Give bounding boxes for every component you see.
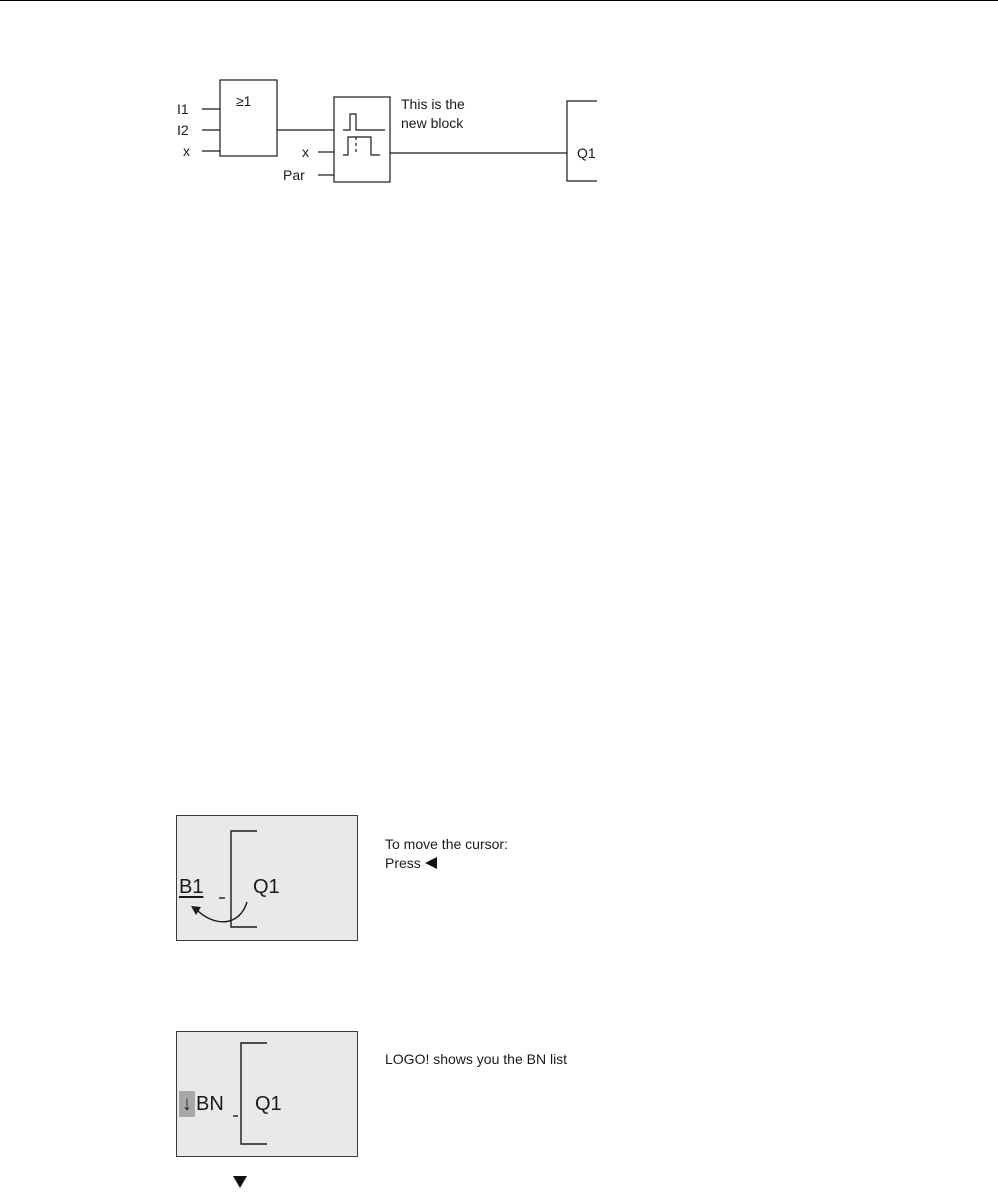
pulse-symbol-bottom xyxy=(343,137,380,155)
cursor-move-arrow xyxy=(197,902,247,922)
caption-line: This is the xyxy=(401,96,465,112)
input-label-i2: I2 xyxy=(177,122,189,138)
lcd-cursor-item: B1 xyxy=(179,876,204,898)
instruction-line xyxy=(385,854,508,873)
caption-line: new block xyxy=(401,115,464,131)
new-block-input-label-par: Par xyxy=(283,167,305,183)
instruction-cursor xyxy=(385,835,508,873)
new-block-box xyxy=(334,97,390,182)
or-block-box xyxy=(220,80,277,156)
output-label-q1: Q1 xyxy=(577,145,596,161)
instruction-press-text: Press xyxy=(385,855,421,871)
instruction-bn-list xyxy=(385,1050,567,1069)
pulse-symbol-top xyxy=(343,114,385,130)
lcd-cursor-block: ↓ xyxy=(179,1091,195,1117)
lcd-output-label: Q1 xyxy=(255,1093,282,1115)
new-block-caption xyxy=(401,95,465,133)
lcd-output-label: Q1 xyxy=(253,876,280,898)
output-block-bracket xyxy=(567,101,597,181)
left-arrow-key-icon xyxy=(425,857,437,869)
cursor-move-arrowhead xyxy=(191,906,201,915)
diagram-lines xyxy=(0,0,998,200)
input-label-x: x xyxy=(183,143,190,159)
instruction-line: LOGO! shows you the BN list xyxy=(385,1051,568,1067)
lcd-display-cursor xyxy=(176,815,358,941)
down-arrow-icon xyxy=(233,1176,247,1188)
input-label-i1: I1 xyxy=(177,101,189,117)
lcd-display-bn-list xyxy=(176,1031,358,1157)
instruction-line: To move the cursor: xyxy=(385,836,508,852)
new-block-input-label-x: x xyxy=(302,144,309,160)
or-symbol: ≥1 xyxy=(236,93,252,109)
block-diagram xyxy=(0,0,998,200)
lcd-bn-item: BN xyxy=(196,1093,224,1115)
